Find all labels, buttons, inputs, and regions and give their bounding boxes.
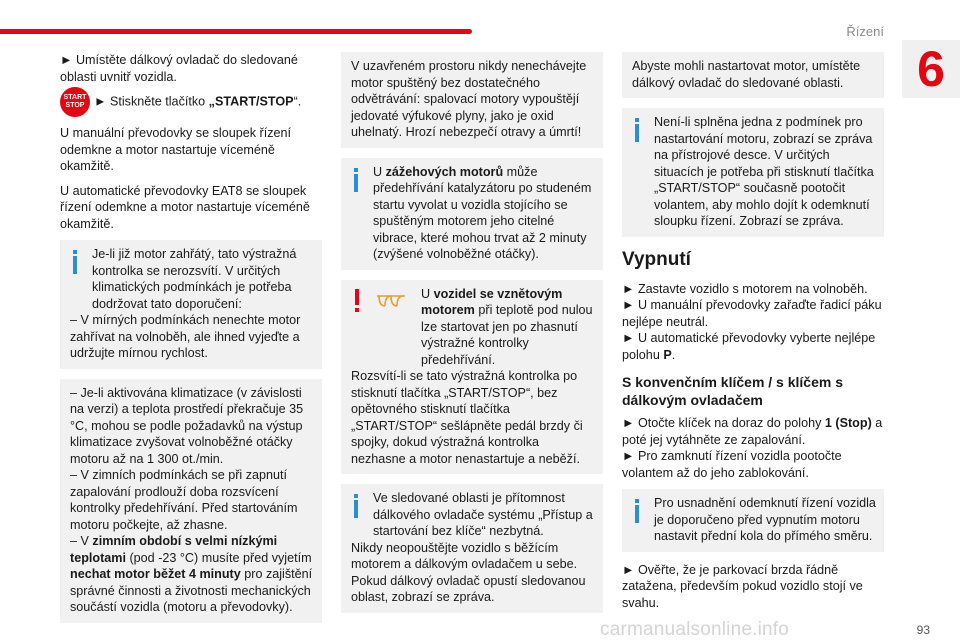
- info-lead: Pro usnadnění odemknutí řízení vozidla je doporučeno před vypnutím motoru nastavit přední kola do přímého směru.: [632, 495, 876, 545]
- info-icon: [632, 499, 642, 523]
- step-place-remote: ► Umístěte dálkový ovladač do sledované oblasti uvnitř vozidla.: [60, 53, 298, 84]
- automatic-gearbox-text: U automatické převodovky EAT8 se sloupek řízení odemkne a motor nastartuje víceméně okamžitě.: [60, 183, 310, 231]
- warning-text: Rozsvítí-li se tato výstražná kontrolka po stisknutí tlačítka „START/STOP“, bez opětovného stisknutí tlačítka „START/STOP“ sešlápněte pedál brzdy či spojky, dokud výstražná kontrolka nezhasne a motor nenastartuje a neběží.: [351, 369, 583, 466]
- info-icon: [351, 494, 361, 518]
- chapter-number: 6: [902, 40, 960, 98]
- info-box-conditions: [622, 108, 884, 237]
- column-1: [60, 52, 322, 633]
- info-box-petrol: [341, 158, 603, 270]
- info-icon: [351, 168, 361, 192]
- info-item: – Je-li aktivována klimatizace (v závislosti na verzi) a teplota prostředí překračuje 35 °C, mohou se podle požadavků na výstup klimatizace zvyšovat volnoběžné otáčky motoru až na 1 300 ot./min.: [70, 385, 304, 466]
- info-lead: Není-li splněna jedna z podmínek pro nastartování motoru, zobrazí se zpráva na přístrojové desce. V určitých situacích je potřeba při stisknutí tlačítka „START/STOP“ současně pootočit volantem, aby mohlo dojít k odemknutí sloupku řízení. Zobrazí se zpráva.: [632, 114, 876, 230]
- info-box-climate: [60, 379, 322, 623]
- info-box-keyless: [341, 484, 603, 613]
- note-box-remote: [622, 52, 884, 98]
- warning-text: V uzavřeném prostoru nikdy nenechávejte motor spuštěný bez dostatečného odvětrávání: spalovací motory vypouštějí jedovaté výfukové plyny, jako je oxid uhelnatý. Hrozí nebezpečí otravy a úmrtí!: [351, 59, 587, 139]
- manual-gearbox-text: U manuální převodovky se sloupek řízení odemkne a motor nastartuje víceméně okamžitě.: [60, 126, 292, 173]
- info-item: – V zimních podmínkách se při zapnutí zapalování prodlouží doba rozsvícení kontrolky předehřívání. Před startováním motoru počkejte, až zhasne.: [70, 468, 298, 532]
- preheating-glow-plug-icon: [377, 294, 405, 313]
- info-item: – V mírných podmínkách nenechte motor zahřívat na volnoběh, ale ihned vyjeďte a udržujte mírnou rychlost.: [70, 313, 301, 360]
- start-stop-icon: START STOP: [60, 87, 90, 117]
- heading-key: S konvenčním klíčem / s klíčem s dálkovým ovladačem: [622, 374, 843, 408]
- page-number: 93: [916, 622, 930, 637]
- step-idle: ► Zastavte vozidlo s motorem na volnoběh.: [622, 281, 868, 296]
- heading-switch-off: Vypnutí: [622, 248, 691, 270]
- step-turn-key: ► Otočte klíček na doraz do polohy 1 (Stop) a poté jej vytáhněte ze zapalování.: [622, 416, 883, 447]
- step-neutral: ► U manuální převodovky zařaďte řadicí páku nejlépe neutrál.: [622, 298, 882, 329]
- info-icon: [70, 250, 80, 274]
- chapter-color-bar: [0, 29, 472, 34]
- info-box-warm-engine: [60, 240, 322, 369]
- step-press-start: START STOP ► Stiskněte tlačítko „START/STOP“.: [60, 87, 322, 117]
- info-text: Nikdy neopouštějte vozidlo s běžícím motorem a dálkovým ovladačem u sebe.: [351, 540, 578, 571]
- warning-box-diesel: [341, 280, 603, 475]
- warning-box-ventilation: [341, 52, 603, 148]
- step-parking-brake: ► Ověřte, že je parkovací brzda řádně zatažena, především pokud vozidlo stojí ve svahu.: [622, 562, 863, 610]
- section-title: Řízení: [846, 24, 884, 39]
- watermark: carmanualsonline.info: [600, 618, 790, 640]
- info-lead: Je-li již motor zahřátý, tato výstražná kontrolka se nerozsvítí. V určitých klimatických podmínkách je potřeba dodržovat tato doporučení:: [70, 246, 314, 312]
- column-3: [622, 52, 884, 619]
- step-lock-steering: ► Pro zamknutí řízení vozidla pootočte volantem až do jeho zablokování.: [622, 449, 842, 480]
- info-text: Pokud dálkový ovladač opustí sledovanou oblast, zobrazí se zpráva.: [351, 573, 586, 604]
- warning-icon: [351, 289, 363, 313]
- note-text: Abyste mohli nastartovat motor, umístěte dálkový ovladač do sledované oblasti.: [632, 59, 861, 90]
- info-box-wheels: [622, 489, 884, 552]
- info-icon: [632, 118, 642, 142]
- column-2: [341, 52, 603, 623]
- info-lead: Ve sledované oblasti je přítomnost dálkového ovladače systému „Přístup a startování bez klíče“ nezbytná.: [351, 490, 595, 540]
- info-lead: U zážehových motorů může předehřívání katalyzátoru po studeném startu vyvolat u vozidla stojícího se spuštěným motorem jeho citelné vibrace, které mohou trvat až 2 minuty (zvýšené volnoběžné otáčky).: [351, 164, 595, 263]
- info-item: – V zimním období s velmi nízkými teplotami (pod -23 °C) musíte před vyjetím nechat motor běžet 4 minuty pro zajištění správné činnosti a životnosti mechanických součástí vozidla (motoru a převodovky).: [70, 534, 313, 614]
- warning-lead: U vozidel se vznětovým motorem při teplotě pod nulou lze startovat jen po zhasnutí výstražné kontrolky předehřívání.: [351, 286, 595, 369]
- step-park: ► U automatické převodovky vyberte nejlépe polohu P.: [622, 331, 876, 362]
